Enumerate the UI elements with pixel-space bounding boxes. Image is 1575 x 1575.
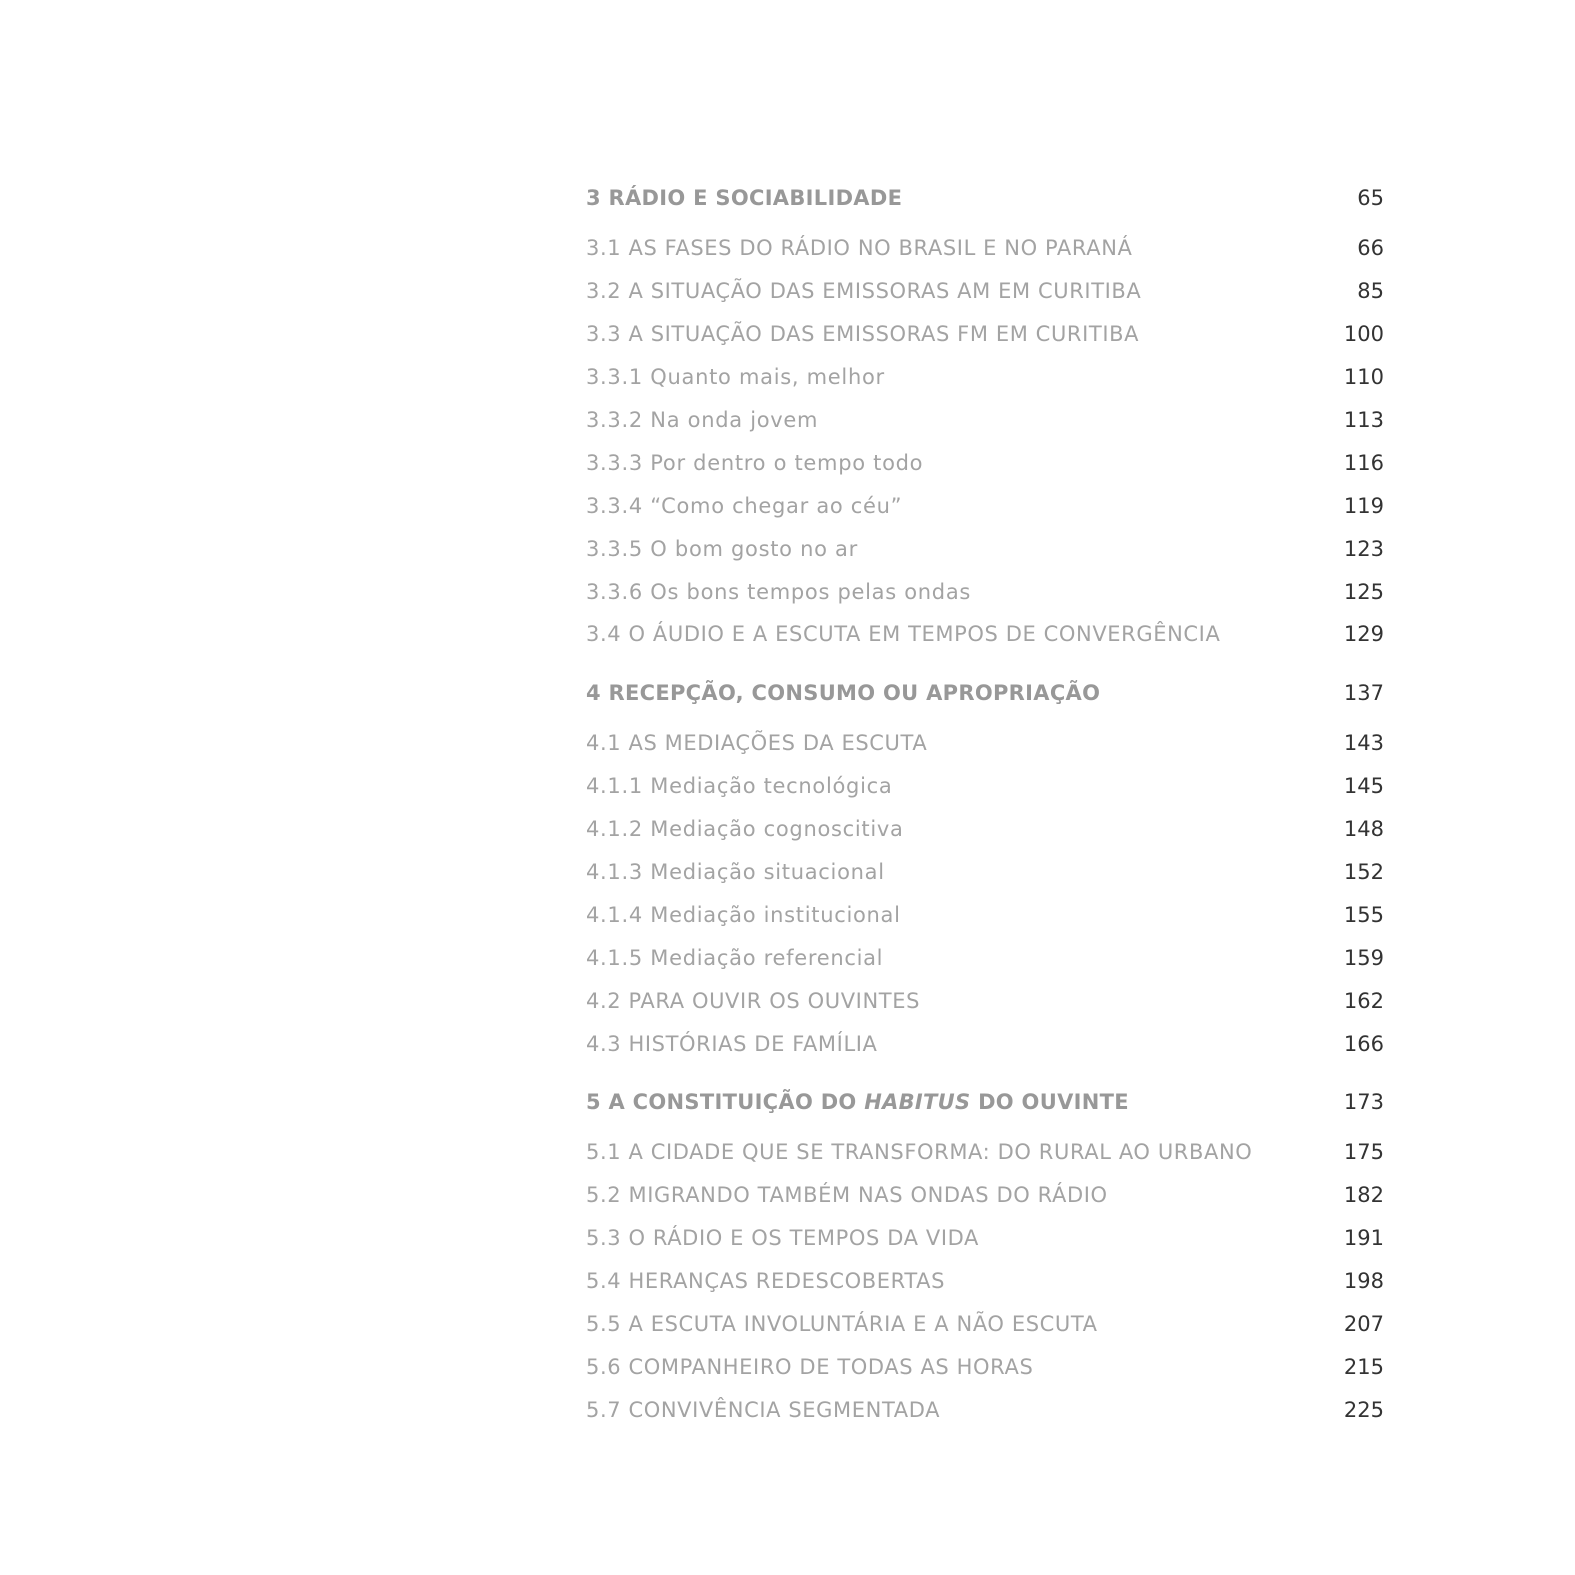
toc-entry	[586, 899, 1384, 931]
toc-entry-title: 5.1 A CIDADE QUE SE TRANSFORMA: DO RURAL AO URBANO	[586, 1140, 1253, 1164]
toc-entry	[586, 1086, 1384, 1118]
toc-entry-title: 5.4 HERANÇAS REDESCOBERTAS	[586, 1269, 946, 1293]
toc-entry-title: 4.2 PARA OUVIR OS OUVINTES	[586, 989, 920, 1013]
toc-entry-title: 4.1.4 Mediação institucional	[586, 903, 901, 927]
toc-entry-page: 207	[1343, 1312, 1384, 1336]
toc-entry-title: 3.3.1 Quanto mais, melhor	[586, 365, 885, 389]
toc-entry-title: 5.5 A ESCUTA INVOLUNTÁRIA E A NÃO ESCUTA	[586, 1312, 1098, 1336]
toc-entry	[586, 490, 1384, 522]
toc-entry-title: 5.3 O RÁDIO E OS TEMPOS DA VIDA	[586, 1226, 980, 1250]
toc-entry	[586, 770, 1384, 802]
toc-entry	[586, 182, 1384, 214]
toc-entry-title: 3.3.5 O bom gosto no ar	[586, 537, 858, 561]
toc-entry-title: 4.1.3 Mediação situacional	[586, 860, 885, 884]
toc-entry	[586, 1351, 1384, 1383]
toc-entry-title: 4.3 HISTÓRIAS DE FAMÍLIA	[586, 1032, 878, 1056]
toc-entry-page: 143	[1343, 731, 1384, 755]
toc-entry	[586, 813, 1384, 845]
toc-entry	[586, 447, 1384, 479]
habitus-italic-term: HABITUS	[864, 1090, 971, 1114]
toc-entry-title: 4.1.2 Mediação cognoscitiva	[586, 817, 904, 841]
toc-entry-page: 100	[1343, 322, 1384, 346]
toc-entry	[586, 533, 1384, 565]
toc-entry-page: 129	[1343, 622, 1384, 646]
toc-entry-page: 162	[1343, 989, 1384, 1013]
toc-entry-title: 3.4 O ÁUDIO E A ESCUTA EM TEMPOS DE CONVERGÊNCIA	[586, 622, 1221, 646]
toc-entry-page: 166	[1343, 1032, 1384, 1056]
toc-entry-page: 125	[1343, 580, 1384, 604]
toc-entry-page: 148	[1343, 817, 1384, 841]
toc-entry-page: 65	[1357, 186, 1384, 210]
toc-entry-title: 3.3.3 Por dentro o tempo todo	[586, 451, 924, 475]
toc-entry-title: 4 RECEPÇÃO, CONSUMO OU APROPRIAÇÃO	[586, 681, 1101, 705]
toc-entry	[586, 677, 1384, 709]
toc-entry	[586, 1028, 1384, 1060]
toc-entry-page: 137	[1343, 681, 1384, 705]
toc-entry	[586, 1136, 1384, 1168]
toc-entry	[586, 856, 1384, 888]
toc-entry-page: 173	[1343, 1090, 1384, 1114]
toc-entry-page: 191	[1343, 1226, 1384, 1250]
toc-entry-page: 159	[1343, 946, 1384, 970]
toc-entry-page: 155	[1343, 903, 1384, 927]
toc-entry	[586, 576, 1384, 608]
toc-entry-page: 113	[1343, 408, 1384, 432]
toc-entry	[586, 404, 1384, 436]
toc-entry	[586, 985, 1384, 1017]
toc-entry	[586, 1308, 1384, 1340]
toc-entry-page: 225	[1343, 1398, 1384, 1422]
toc-entry-title: 5 A CONSTITUIÇÃO DO HABITUS DO OUVINTE	[586, 1090, 1129, 1114]
toc-entry	[586, 232, 1384, 264]
toc-entry-title: 3.3.6 Os bons tempos pelas ondas	[586, 580, 972, 604]
toc-entry-page: 119	[1343, 494, 1384, 518]
table-of-contents	[586, 0, 1386, 1575]
toc-entry-page: 145	[1343, 774, 1384, 798]
toc-entry-title: 4.1.5 Mediação referencial	[586, 946, 884, 970]
toc-entry-page: 66	[1357, 236, 1384, 260]
toc-entry	[586, 318, 1384, 350]
toc-entry-title: 3.2 A SITUAÇÃO DAS EMISSORAS AM EM CURITIBA	[586, 279, 1142, 303]
toc-entry-title: 3.3.2 Na onda jovem	[586, 408, 819, 432]
toc-entry	[586, 1265, 1384, 1297]
toc-entry-page: 182	[1343, 1183, 1384, 1207]
toc-entry-title: 3 RÁDIO E SOCIABILIDADE	[586, 186, 903, 210]
toc-entry-page: 85	[1357, 279, 1384, 303]
toc-entry-title: 5.7 CONVIVÊNCIA SEGMENTADA	[586, 1398, 941, 1422]
toc-entry-title: 4.1.1 Mediação tecnológica	[586, 774, 893, 798]
toc-entry-title: 5.2 MIGRANDO TAMBÉM NAS ONDAS DO RÁDIO	[586, 1183, 1108, 1207]
toc-entry-page: 116	[1343, 451, 1384, 475]
toc-entry	[586, 275, 1384, 307]
toc-entry-page: 123	[1343, 537, 1384, 561]
toc-entry-title: 5.6 COMPANHEIRO DE TODAS AS HORAS	[586, 1355, 1034, 1379]
toc-entry	[586, 1179, 1384, 1211]
toc-entry-page: 175	[1343, 1140, 1384, 1164]
toc-entry	[586, 1394, 1384, 1426]
toc-entry-title: 3.3 A SITUAÇÃO DAS EMISSORAS FM EM CURITIBA	[586, 322, 1140, 346]
toc-entry-page: 110	[1343, 365, 1384, 389]
toc-entry-title: 3.3.4 “Como chegar ao céu”	[586, 494, 903, 518]
toc-entry	[586, 1222, 1384, 1254]
toc-entry	[586, 618, 1384, 650]
toc-entry-page: 152	[1343, 860, 1384, 884]
toc-entry-title: 4.1 AS MEDIAÇÕES DA ESCUTA	[586, 731, 928, 755]
toc-entry-page: 198	[1343, 1269, 1384, 1293]
toc-entry-page: 215	[1343, 1355, 1384, 1379]
toc-entry	[586, 727, 1384, 759]
toc-entry-title: 3.1 AS FASES DO RÁDIO NO BRASIL E NO PARANÁ	[586, 236, 1133, 260]
toc-entry	[586, 942, 1384, 974]
toc-entry	[586, 361, 1384, 393]
